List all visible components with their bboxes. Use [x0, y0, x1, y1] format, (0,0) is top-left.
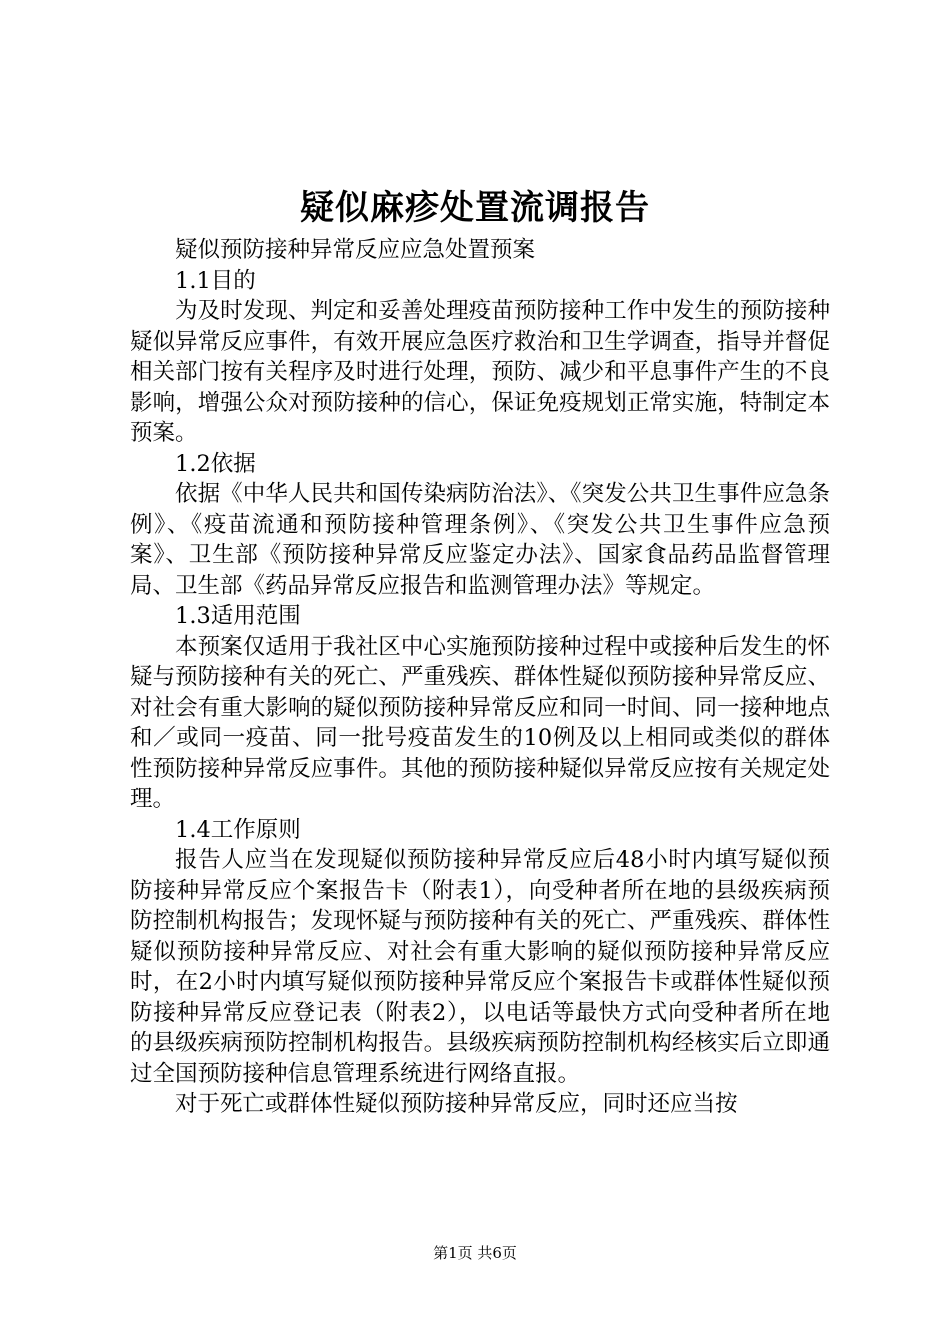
section-paragraph-scope: 本预案仅适用于我社区中心实施预防接种过程中或接种后发生的怀疑与预防接种有关的死亡、严重残疾、群体性疑似预防接种异常反应、对社会有重大影响的疑似预防接种异常反应和同一时间、同一接种地点和／或同一疫苗、同一批号疫苗发生的10例及以上相同或类似的群体性预防接种异常反应事件。其他的预防接种疑似异常反应按有关规定处理。 [130, 633, 830, 812]
document-subtitle: 疑似预防接种异常反应应急处置预案 [175, 237, 536, 263]
section-paragraph-purpose: 为及时发现、判定和妥善处理疫苗预防接种工作中发生的预防接种疑似异常反应事件，有效开展应急医疗救治和卫生学调查，指导并督促相关部门按有关程序及时进行处理，预防、减少和平息事件产生的不良影响，增强公众对预防接种的信心，保证免疫规划正常实施，特制定本预案。 [130, 298, 830, 446]
section-heading-basis: 1.2依据 [175, 450, 256, 477]
document-body [130, 235, 830, 1120]
section-heading-scope: 1.3适用范围 [175, 603, 301, 629]
document-title: 疑似麻疹处置流调报告 [300, 188, 650, 228]
section-heading-purpose: 1.1目的 [175, 267, 256, 294]
section-heading-principles: 1.4工作原则 [175, 816, 301, 843]
page-footer: 第1页 共6页 [433, 1244, 517, 1262]
section-paragraph-principles-2: 对于死亡或群体性疑似预防接种异常反应，同时还应当按 [175, 1091, 738, 1117]
section-paragraph-basis: 依据《中华人民共和国传染病防治法》、《突发公共卫生事件应急条例》、《疫苗流通和预防接种管理条例》、《突发公共卫生事件应急预案》、卫生部《预防接种异常反应鉴定办法》、国家食品药品监督管理局、卫生部《药品异常反应报告和监测管理办法》等规定。 [130, 481, 830, 599]
section-paragraph-principles-1: 报告人应当在发现疑似预防接种异常反应后48小时内填写疑似预防接种异常反应个案报告卡（附表1），向受种者所在地的县级疾病预防控制机构报告；发现怀疑与预防接种有关的死亡、严重残疾、群体性疑似预防接种异常反应、对社会有重大影响的疑似预防接种异常反应时，在2小时内填写疑似预防接种异常反应个案报告卡或群体性疑似预防接种异常反应登记表（附表2），以电话等最快方式向受种者所在地的县级疾病预防控制机构报告。县级疾病预防控制机构经核实后立即通过全国预防接种信息管理系统进行网络直报。 [130, 847, 830, 1087]
